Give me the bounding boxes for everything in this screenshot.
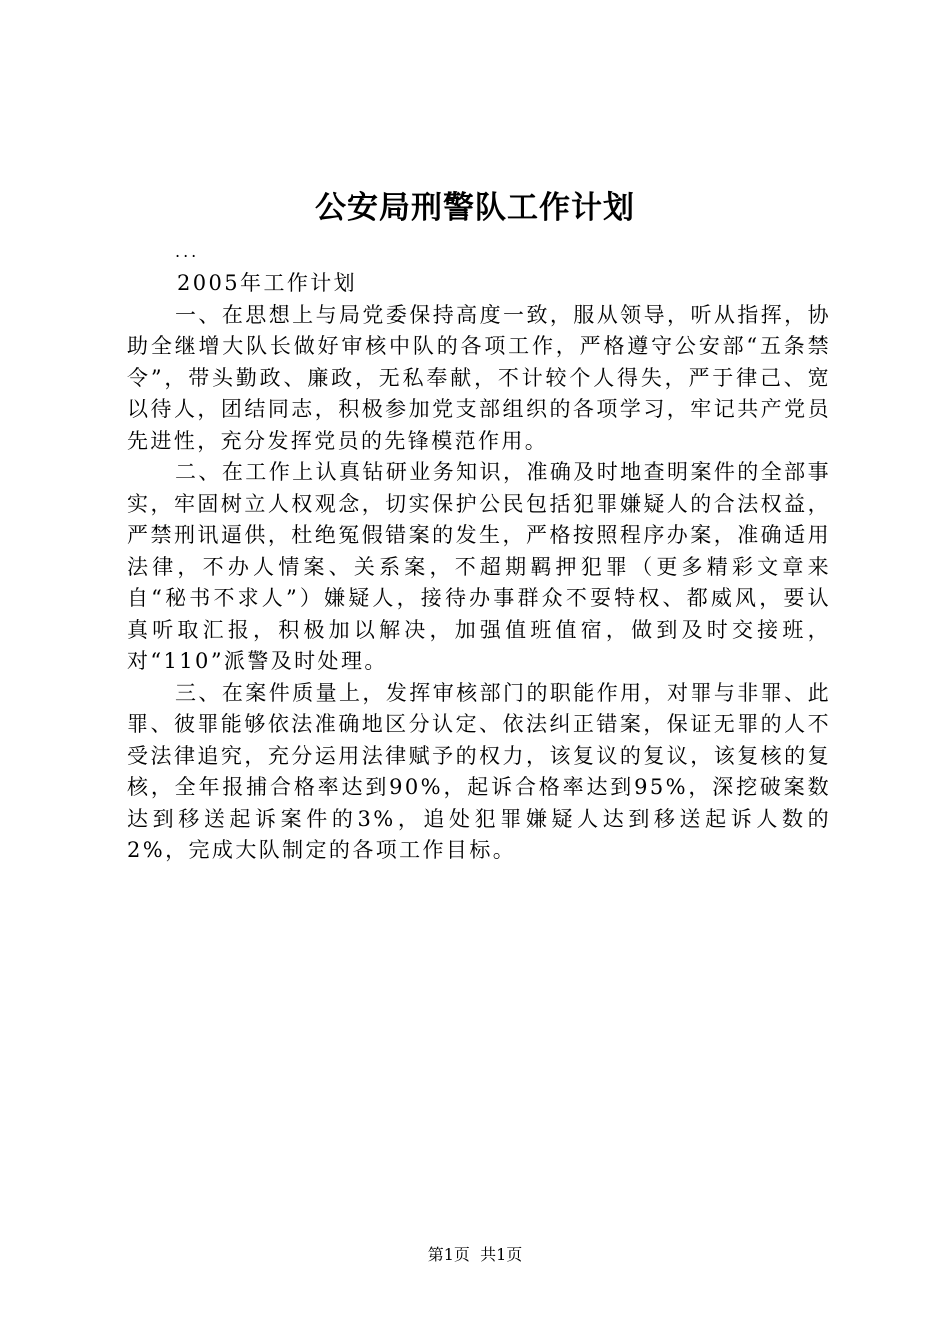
ellipsis-marker: ... bbox=[175, 242, 200, 261]
page-number: 第1页 共1页 bbox=[427, 1245, 523, 1264]
document-title: 公安局刑警队工作计划 bbox=[315, 190, 635, 226]
page-footer bbox=[0, 1244, 950, 1266]
paragraph-case-quality: 三、在案件质量上，发挥审核部门的职能作用，对罪与非罪、此罪、彼罪能够依法准确地区分认定、依法纠正错案，保证无罪的人不受法律追究，充分运用法律赋予的权力，该复议的复议，该复核的复核，全年报捕合格率达到90%，起诉合格率达到95%，深挖破案数达到移送起诉案件的3%，追处犯罪嫌疑人达到移送起诉人数的2%，完成大队制定的各项工作目标。 bbox=[127, 680, 831, 862]
paragraph-political: 一、在思想上与局党委保持高度一致，服从领导，听从指挥，协助全继增大队长做好审核中队的各项工作，严格遵守公安部“五条禁令”，带头勤政、廉政，无私奉献，不计较个人得失，严于律己、宽以待人，团结同志，积极参加党支部组织的各项学习，牢记共产党员先进性，充分发挥党员的先锋模范作用。 bbox=[127, 302, 831, 453]
plan-year-heading: 2005年工作计划 bbox=[177, 271, 358, 295]
document-body bbox=[127, 268, 831, 867]
paragraph-work: 二、在工作上认真钻研业务知识，准确及时地查明案件的全部事实，牢固树立人权观念，切实保护公民包括犯罪嫌疑人的合法权益，严禁刑讯逼供，杜绝冤假错案的发生，严格按照程序办案，准确适用法律，不办人情案、关系案，不超期羁押犯罪（更多精彩文章来自“秘书不求人”）嫌疑人，接待办事群众不耍特权、都威风，要认真听取汇报，积极加以解决，加强值班值宿，做到及时交接班，对“110”派警及时处理。 bbox=[127, 460, 831, 673]
